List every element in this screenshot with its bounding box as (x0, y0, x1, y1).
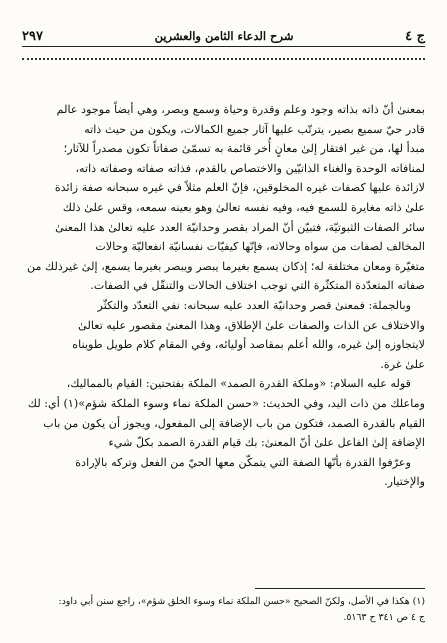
footnote-line: (١) هكذا في الأصل، ولكنّ الصحيح «حسن الملكة نماء وسوء الخلق شؤم»، راجع سنن أبي داود: (58, 596, 425, 607)
text-line: القيام بالقدرة الصمد، فتكون من باب الإضافة إلى المفعول، ويجوز أن يكون من باب (43, 416, 425, 430)
text-line: علىٰ ذاته مغايرة للسمع فيه، وفيه نفسه تعالىٰ وهو بعينه سمعه، وقس علىٰ ذلك (62, 200, 425, 214)
running-header (22, 26, 425, 47)
text-line: قادر حيّ سميع بصير، يترتّب عليها آثار جميع الكمالات، ويكون من حيث ذاته (84, 122, 425, 136)
text-line: متغيّرة ومعان مختلفة له؛ إذكان يسمع بغيرما يبصر ويبصر بغيرما يسمع، إلىٰ غيرذلك من (26, 259, 425, 273)
chapter-title: شرح الدعاء الثامن والعشرين (154, 29, 294, 43)
text-line: لايتجاوزه إلىٰ غيره، والله أعلم بمقاصد أوليائه، وفي المقام كلام طويل طويناه (72, 338, 425, 352)
main-text (24, 100, 425, 492)
text-line: وعرّفوا القدرة بأنّها الصفة التي يتمكّن معها الحيّ من الفعل وتركه بالإرادة (75, 455, 411, 469)
text-line: سائر الصفات الثبوتيّة، فتبيّن أنّ المراد بقصر وحدانيّة العدد عليه تعالىٰ هذا المعنىٰ (55, 220, 425, 234)
text-line: لمنافاته الوحدة والغناء الذاتيّين والاختصاص بالقدم، فذاته صفاته وصفاته ذاته، (75, 161, 425, 175)
text-line: المخالف لصفات من سواه وحالاته، فإنّها كيفيّات نفسانيّة انفعاليّة وحالات (95, 240, 425, 254)
text-line: بمعنىٰ أنّ ذاته بذاته وجود وعلم وقدرة وحياة وسمع وبصر، وهي أيضاً موجود عالم (56, 103, 425, 116)
text-line: وبالجملة: فمعنىٰ قصر وحدانيّة العدد عليه سبحانه: نفي التعدّد والتكثّر (97, 298, 411, 312)
text-line: والإختيار. (384, 475, 425, 489)
text-line: لازائدة عليها كصفات غيره المخلوقين، فإنّ العلم مثلاً في غيره سبحانه صفة زائدة (54, 181, 425, 195)
page-number: ٢٩٧ (22, 28, 43, 44)
footnote (22, 594, 425, 626)
footnote-line: ج ٤ ص ٣٤١ ح ٥١٦٣. (343, 612, 425, 623)
text-line: الإضافة إلىٰ الفاعل علىٰ أنّ المعنىٰ: بك قيام القدرة الصمد بكلّ شيء (108, 436, 425, 450)
text-line: علىٰ غرة. (380, 357, 425, 371)
dotted-separator (22, 58, 425, 60)
text-line: مبدأ لها، من غير افتقار إلىٰ معانٍ أُخر قائمة به تسمّىٰ صفاتاً تكون مصدراً للآثار؛ (63, 142, 425, 156)
text-line: وماعلك من ذات اليد، وفي الحديث: «حسن الملكة نماء وسوء الملكة شؤم»(١) أي: لك (27, 396, 425, 410)
text-line: صفاته المتعدّدة المتكثّرة التي توجب اختلاف الحالات والتنقّل في الصفات. (90, 279, 425, 293)
text-line: والاختلاف عن الذات والصفات علىٰ الإطلاق، وهذا المعنىٰ مقصور عليه تعالىٰ (78, 318, 425, 332)
text-line: قوله عليه السلام: «وملكة القدرة الصمد» الملكة بفتحتين: القيام بالمماليك، (66, 377, 411, 391)
footnote-rule (255, 588, 425, 589)
volume-label: ج ٤ (405, 28, 425, 44)
